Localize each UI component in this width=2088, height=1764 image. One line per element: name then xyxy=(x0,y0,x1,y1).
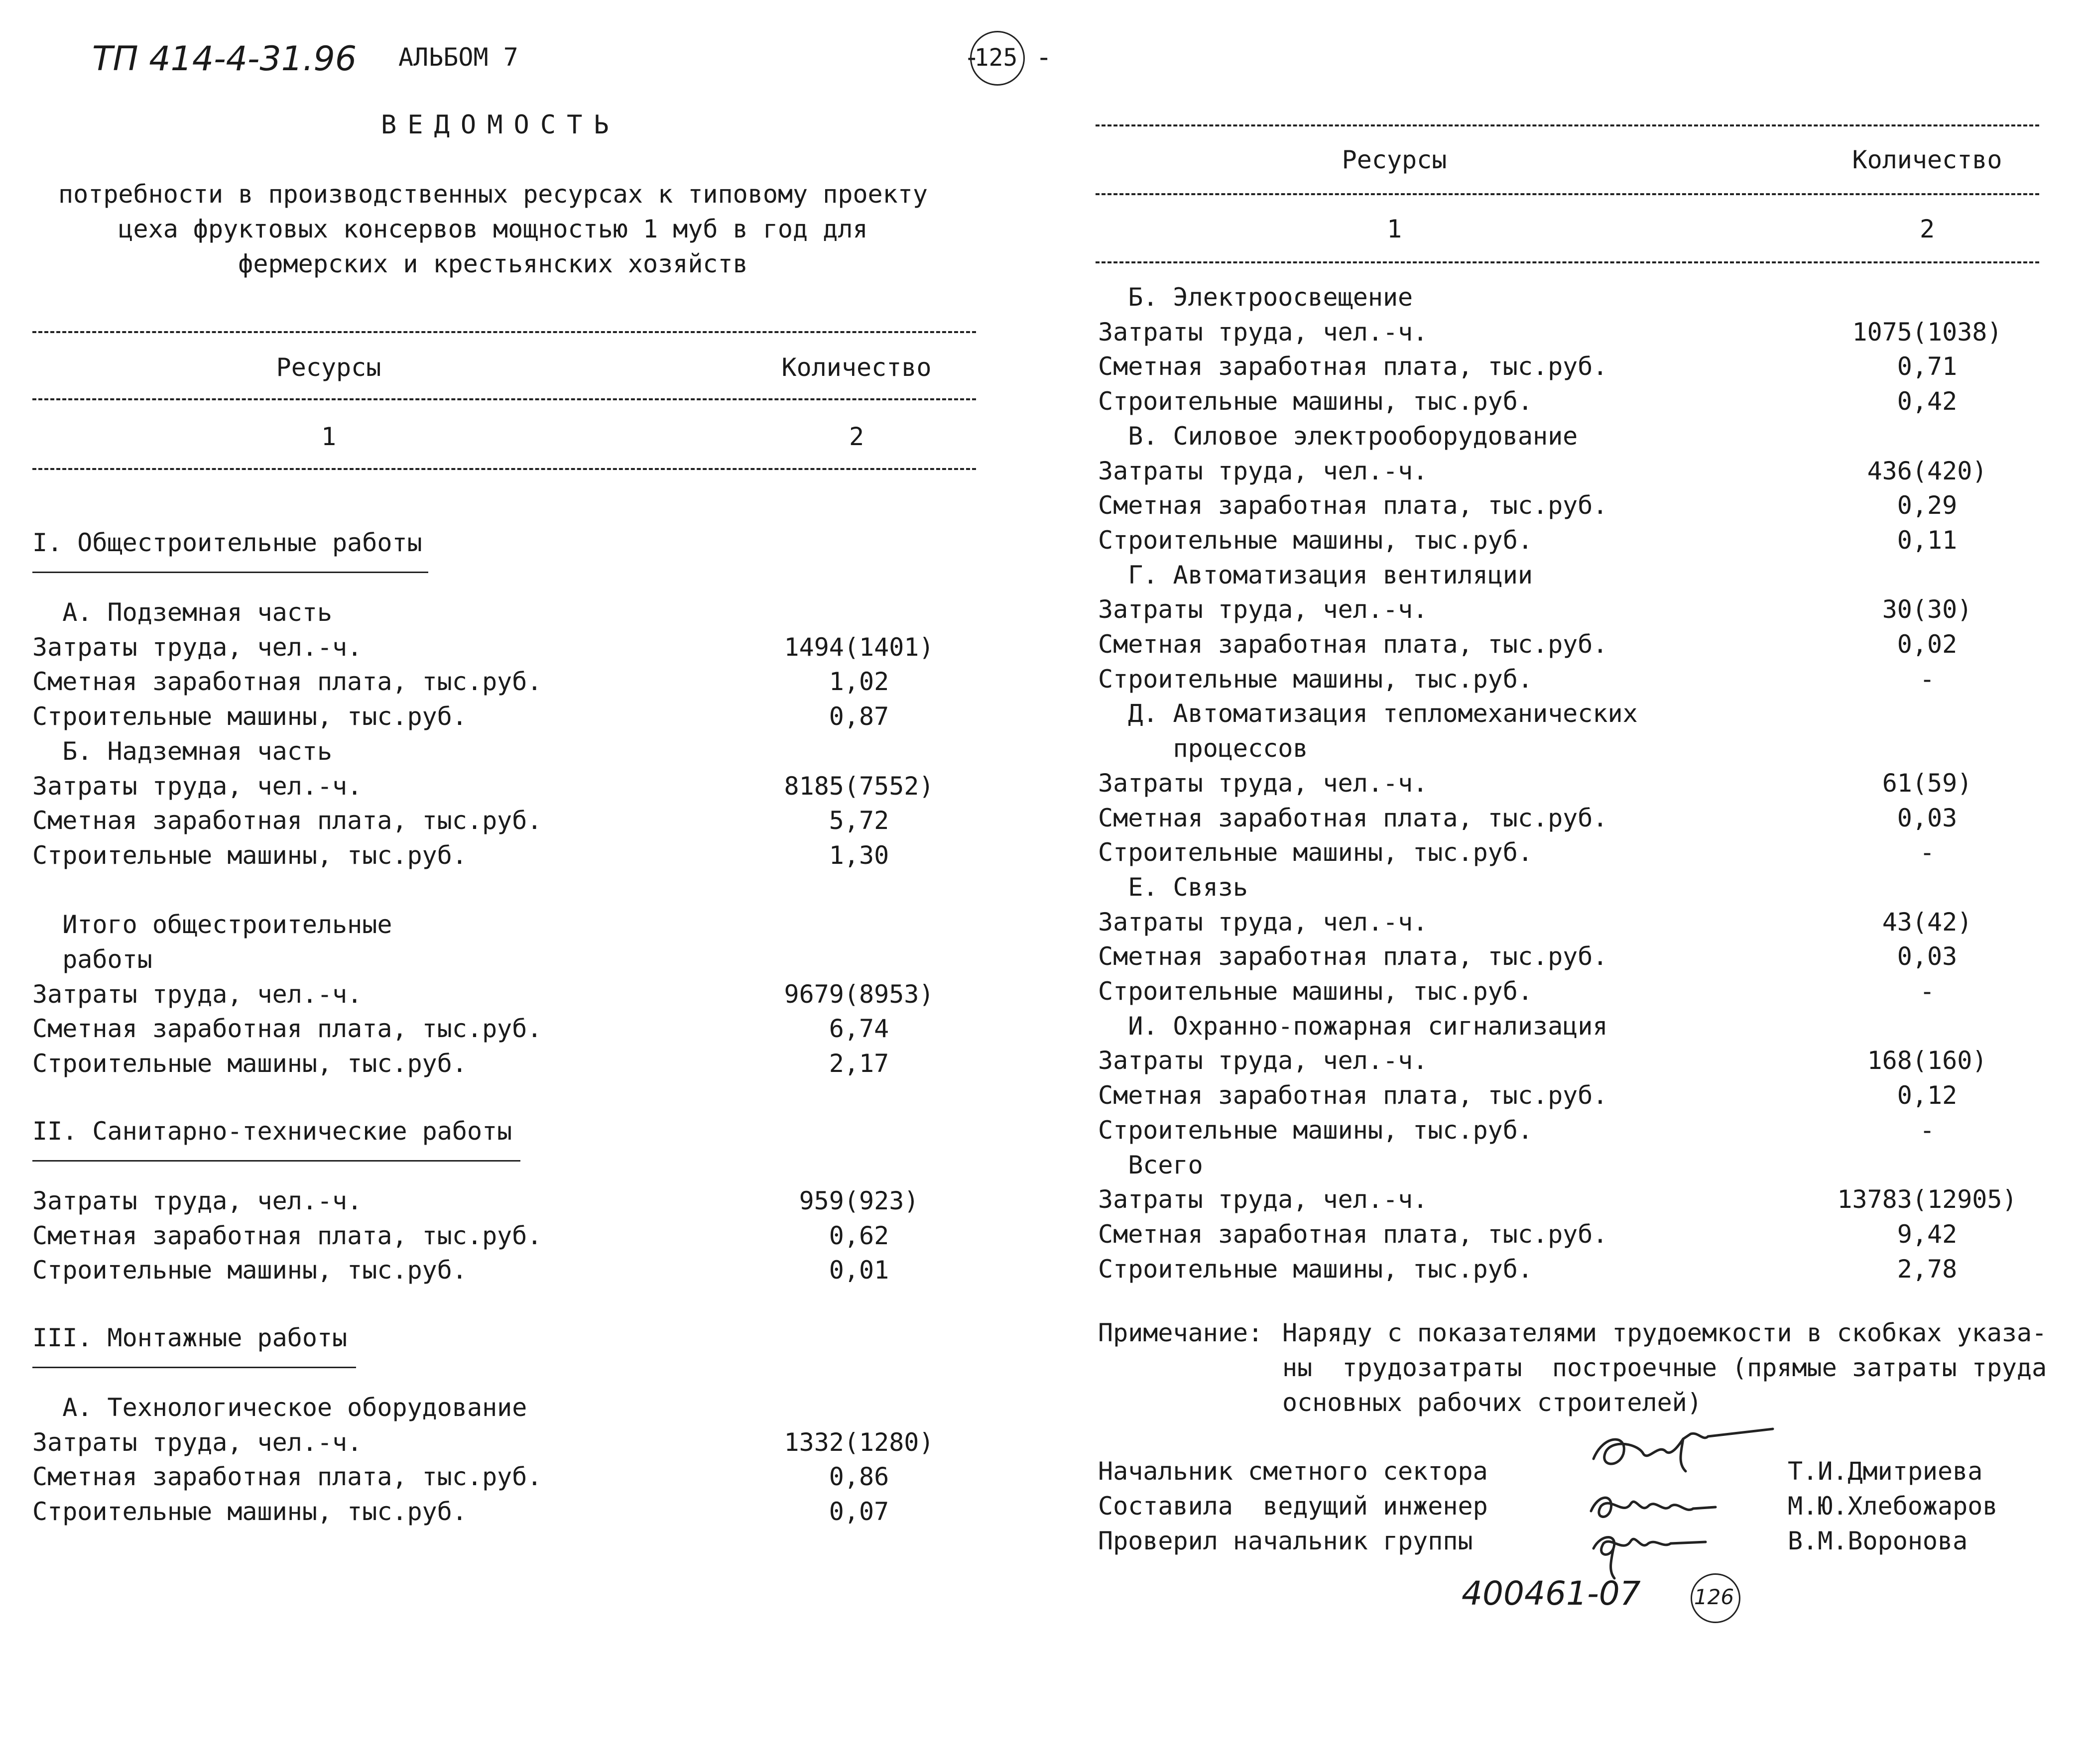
right-row-value: 0,12 xyxy=(1897,1081,1958,1110)
right-row-label: Затраты труда, чел.-ч. xyxy=(1098,768,1428,798)
note-line-3: основных рабочих строителей) xyxy=(1282,1388,1702,1417)
right-row-label: И. Охранно-пожарная сигнализация xyxy=(1098,1011,1608,1041)
right-row-value: 2,78 xyxy=(1897,1254,1958,1284)
right-row-label: Затраты труда, чел.-ч. xyxy=(1098,907,1428,937)
title-line-1: потребности в производственных ресурсах к типовому проекту xyxy=(58,180,928,209)
right-col2-header: Количество xyxy=(1852,145,2002,174)
left-row-value: 1,30 xyxy=(829,840,889,870)
right-row-label: Сметная заработная плата, тыс.руб. xyxy=(1098,942,1608,971)
handwritten-signature-1 xyxy=(1584,1424,1783,1479)
right-row-value: - xyxy=(1919,664,1935,694)
right-row-value: 13783(12905) xyxy=(1837,1185,2017,1214)
right-col1-header: Ресурсы xyxy=(1342,145,1447,174)
page-dash-left: - xyxy=(964,41,980,73)
left-row-value: 9679(8953) xyxy=(784,979,934,1009)
right-row-value: 0,03 xyxy=(1897,803,1958,832)
right-row-value: 43(42) xyxy=(1882,907,1972,937)
right-col1-number: 1 xyxy=(1386,215,1402,243)
right-row-label: Затраты труда, чел.-ч. xyxy=(1098,456,1428,485)
note-label: Примечание: xyxy=(1098,1318,1263,1347)
left-row-label: Затраты труда, чел.-ч. xyxy=(32,1186,363,1215)
right-header-rule-top xyxy=(1096,124,2039,126)
left-row-label: А. Технологическое оборудование xyxy=(32,1393,527,1422)
right-row-value: 0,71 xyxy=(1897,352,1958,381)
right-row-label: Затраты труда, чел.-ч. xyxy=(1098,1046,1428,1075)
right-row-label: Строительные машины, тыс.руб. xyxy=(1098,525,1533,555)
page-number: 125 xyxy=(974,44,1018,72)
left-col1-number: 1 xyxy=(321,422,337,451)
right-header-rule-bottom xyxy=(1096,261,2039,263)
left-header-rule-top xyxy=(32,331,976,333)
left-row-value: 0,01 xyxy=(829,1256,889,1285)
right-row-label: Г. Автоматизация вентиляции xyxy=(1098,560,1533,589)
right-row-value: 61(59) xyxy=(1882,768,1972,798)
left-row-label: Строительные машины, тыс.руб. xyxy=(32,1497,467,1527)
right-row-value: 0,29 xyxy=(1897,491,1958,520)
document-code: ТП 414-4-31.96 xyxy=(92,39,357,79)
right-row-label: Е. Связь xyxy=(1098,872,1248,902)
right-row-label: Строительные машины, тыс.руб. xyxy=(1098,977,1533,1006)
right-header-rule-mid xyxy=(1096,193,2039,195)
right-row-label: Б. Электроосвещение xyxy=(1098,283,1413,312)
left-row-label: Затраты труда, чел.-ч. xyxy=(32,979,363,1009)
left-row-value: 8185(7552) xyxy=(784,771,934,801)
right-row-label: Сметная заработная плата, тыс.руб. xyxy=(1098,630,1608,659)
sheet-number: 126 xyxy=(1694,1585,1734,1609)
right-row-value: - xyxy=(1919,1115,1935,1145)
right-row-label: Сметная заработная плата, тыс.руб. xyxy=(1098,491,1608,520)
right-row-label: Строительные машины, тыс.руб. xyxy=(1098,1115,1533,1145)
left-row-label: II. Санитарно-технические работы xyxy=(32,1117,512,1146)
document-title: ВЕДОМОСТЬ xyxy=(381,110,620,140)
left-row-label: работы xyxy=(32,945,152,974)
note-line-1: Наряду с показателями трудоемкости в скобках указа- xyxy=(1282,1318,2047,1347)
left-row-value: 2,17 xyxy=(829,1049,889,1078)
left-row-label: Итого общестроительные xyxy=(32,910,392,940)
right-row-label: Сметная заработная плата, тыс.руб. xyxy=(1098,1081,1608,1110)
left-col2-header: Количество xyxy=(781,353,932,382)
right-row-label: Строительные машины, тыс.руб. xyxy=(1098,838,1533,867)
inventory-number: 400461-07 xyxy=(1462,1574,1641,1613)
right-col2-number: 2 xyxy=(1919,215,1935,243)
right-row-value: 0,42 xyxy=(1897,387,1958,416)
signature-name-2: М.Ю.Хлебожаров xyxy=(1788,1492,1998,1521)
left-row-value: 0,62 xyxy=(829,1221,889,1250)
handwritten-signature-3 xyxy=(1584,1526,1723,1581)
right-row-label: Строительные машины, тыс.руб. xyxy=(1098,664,1533,694)
left-row-label: Сметная заработная плата, тыс.руб. xyxy=(32,667,542,697)
left-col2-number: 2 xyxy=(849,422,864,451)
handwritten-signature-2 xyxy=(1584,1486,1723,1531)
left-row-label: Затраты труда, чел.-ч. xyxy=(32,1427,363,1457)
album-label: АЛЬБОМ 7 xyxy=(398,43,518,72)
section-2-underline xyxy=(32,1160,520,1162)
title-line-2: цеха фруктовых консервов мощностью 1 муб в год для xyxy=(118,215,868,243)
right-row-label: В. Силовое электрооборудование xyxy=(1098,421,1578,451)
page-dash-right: - xyxy=(1036,41,1052,73)
left-row-label: Сметная заработная плата, тыс.руб. xyxy=(32,806,542,835)
left-row-value: 1,02 xyxy=(829,667,889,697)
right-row-label: Затраты труда, чел.-ч. xyxy=(1098,595,1428,624)
left-row-value: 5,72 xyxy=(829,806,889,835)
left-header-rule-bottom xyxy=(32,468,976,470)
signature-name-3: В.М.Воронова xyxy=(1788,1527,1968,1555)
right-row-value: 0,03 xyxy=(1897,942,1958,971)
left-row-label: Строительные машины, тыс.руб. xyxy=(32,1049,467,1078)
left-row-value: 0,86 xyxy=(829,1462,889,1492)
signature-name-1: Т.И.Дмитриева xyxy=(1788,1457,1983,1486)
right-row-label: процессов xyxy=(1098,734,1308,763)
right-row-value: - xyxy=(1919,838,1935,867)
left-row-label: Сметная заработная плата, тыс.руб. xyxy=(32,1014,542,1044)
left-row-label: Строительные машины, тыс.руб. xyxy=(32,1256,467,1285)
section-1-underline xyxy=(32,572,428,573)
left-row-label: Сметная заработная плата, тыс.руб. xyxy=(32,1221,542,1250)
left-row-label: Строительные машины, тыс.руб. xyxy=(32,702,467,731)
right-row-label: Д. Автоматизация тепломеханических xyxy=(1098,699,1638,728)
left-row-value: 1332(1280) xyxy=(784,1427,934,1457)
right-row-value: 0,11 xyxy=(1897,525,1958,555)
left-row-value: 0,07 xyxy=(829,1497,889,1527)
right-row-label: Затраты труда, чел.-ч. xyxy=(1098,317,1428,347)
right-row-label: Строительные машины, тыс.руб. xyxy=(1098,387,1533,416)
right-row-label: Сметная заработная плата, тыс.руб. xyxy=(1098,1219,1608,1249)
left-row-label: Затраты труда, чел.-ч. xyxy=(32,771,363,801)
signature-role-1: Начальник сметного сектора xyxy=(1098,1457,1488,1486)
left-row-label: III. Монтажные работы xyxy=(32,1323,348,1352)
right-row-value: 9,42 xyxy=(1897,1219,1958,1249)
section-3-underline xyxy=(32,1367,356,1368)
right-row-value: 30(30) xyxy=(1882,595,1972,624)
left-row-value: 959(923) xyxy=(799,1186,919,1215)
right-row-label: Сметная заработная плата, тыс.руб. xyxy=(1098,803,1608,832)
title-line-3: фермерских и крестьянских хозяйств xyxy=(238,249,748,278)
left-row-label: А. Подземная часть xyxy=(32,598,333,627)
right-row-label: Всего xyxy=(1098,1150,1203,1179)
left-header-rule-mid xyxy=(32,398,976,400)
left-row-value: 1494(1401) xyxy=(784,632,934,662)
left-row-value: 0,87 xyxy=(829,702,889,731)
right-row-value: 436(420) xyxy=(1867,456,1987,485)
left-col1-header: Ресурсы xyxy=(276,353,381,382)
left-row-value: 6,74 xyxy=(829,1014,889,1044)
signature-role-3: Проверил начальник группы xyxy=(1098,1527,1473,1555)
left-row-label: Б. Надземная часть xyxy=(32,736,333,766)
right-row-label: Затраты труда, чел.-ч. xyxy=(1098,1185,1428,1214)
right-row-label: Строительные машины, тыс.руб. xyxy=(1098,1254,1533,1284)
left-row-label: I. Общестроительные работы xyxy=(32,528,422,557)
right-row-label: Сметная заработная плата, тыс.руб. xyxy=(1098,352,1608,381)
left-row-label: Сметная заработная плата, тыс.руб. xyxy=(32,1462,542,1492)
right-row-value: 1075(1038) xyxy=(1852,317,2002,347)
right-row-value: 0,02 xyxy=(1897,630,1958,659)
right-row-value: - xyxy=(1919,977,1935,1006)
right-row-value: 168(160) xyxy=(1867,1046,1987,1075)
signature-role-2: Составила ведущий инженер xyxy=(1098,1492,1488,1521)
left-row-label: Затраты труда, чел.-ч. xyxy=(32,632,363,662)
note-line-2: ны трудозатраты построечные (прямые затраты труда xyxy=(1282,1353,2047,1382)
left-row-label: Строительные машины, тыс.руб. xyxy=(32,840,467,870)
